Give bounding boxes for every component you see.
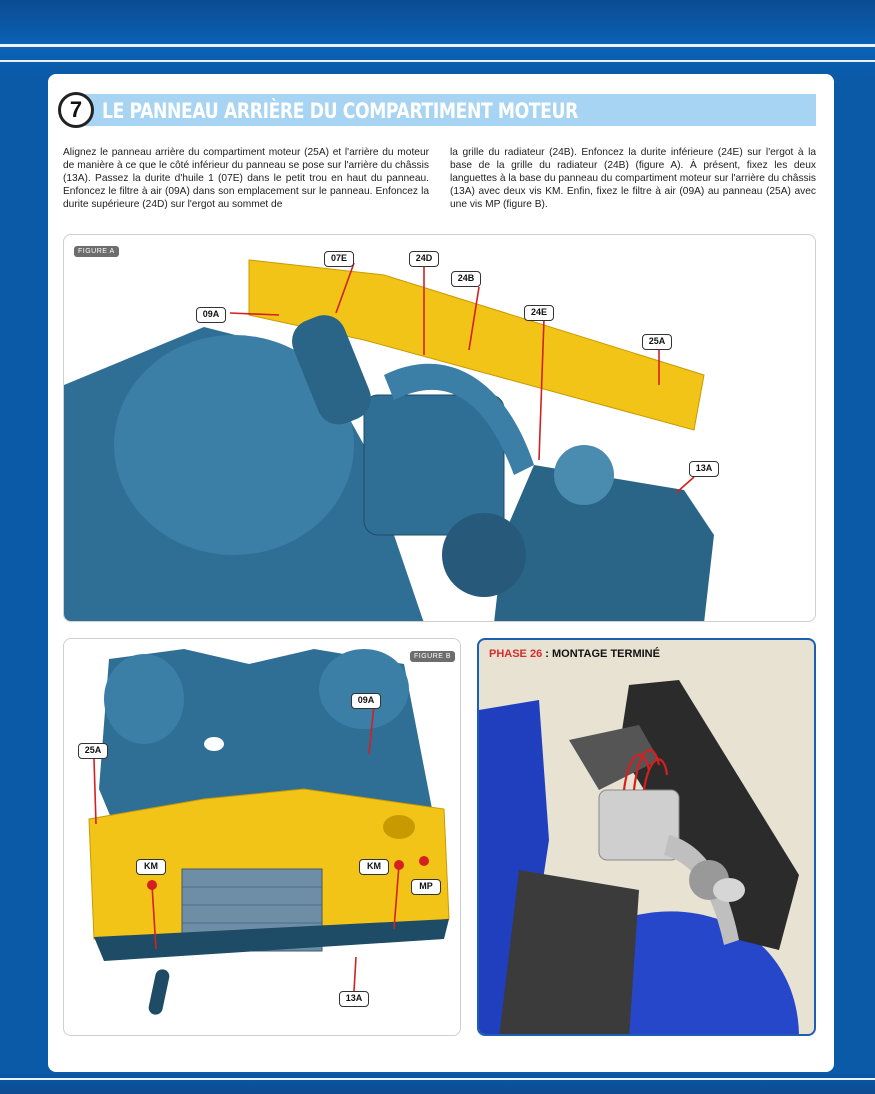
step-number: 7 (58, 92, 94, 128)
label-km-left: KM (136, 859, 166, 875)
phase-text: MONTAGE TERMINÉ (551, 648, 660, 660)
label-25a-b: 25A (78, 743, 108, 759)
instructions-right: la grille du radiateur (24B). Enfoncez la durite inférieure (24E) sur l'ergot à la base de la grille du radiateur (24B) (figure A). À présent, fixez les deux languettes à la base du panneau du compartiment moteur sur l'arrière du châssis (13A) avec deux vis KM. Enfin, fixez le filtre à air (09A) au panneau (25A) avec une vis MP (figure B). (450, 147, 816, 210)
footer-band (0, 1072, 875, 1094)
figure-a-illustration (64, 235, 816, 622)
label-25a: 25A (642, 334, 672, 350)
figure-a-tag: FIGURE A (74, 246, 119, 257)
label-09a-b: 09A (351, 693, 381, 709)
label-24d: 24D (409, 251, 439, 267)
figure-b (63, 638, 461, 1036)
label-24e: 24E (524, 305, 554, 321)
header-stripe (0, 44, 875, 47)
phase-separator: : (542, 648, 552, 660)
figure-a (63, 234, 816, 622)
label-24b: 24B (451, 271, 481, 287)
footer-stripe (0, 1078, 875, 1080)
phase-completed-panel (477, 638, 816, 1036)
label-13a: 13A (689, 461, 719, 477)
phase-illustration (479, 640, 816, 1036)
figure-b-tag: FIGURE B (410, 651, 455, 662)
header-band (0, 0, 875, 78)
phase-number: PHASE 26 (489, 648, 543, 660)
label-km-right: KM (359, 859, 389, 875)
step-title: LE PANNEAU ARRIÈRE DU COMPARTIMENT MOTEUR (102, 99, 578, 123)
phase-title (489, 648, 660, 660)
instructions-left: Alignez le panneau arrière du compartiment moteur (25A) et l'arrière du moteur de manière à ce que le côté inférieur du panneau se pose sur l'arrière du châssis (13A). Passez la durite d'huile 1 (07E) dans le petit trou en haut du panneau. Enfoncez le filtre à air (09A) dans son emplacement sur le panneau. Enfoncez la durite supérieure (24D) sur l'ergot au sommet de (63, 147, 429, 210)
header-stripe-thin (0, 60, 875, 62)
label-13a-b: 13A (339, 991, 369, 1007)
figure-b-illustration (64, 639, 461, 1036)
label-09a: 09A (196, 307, 226, 323)
label-07e: 07E (324, 251, 354, 267)
label-mp: MP (411, 879, 441, 895)
